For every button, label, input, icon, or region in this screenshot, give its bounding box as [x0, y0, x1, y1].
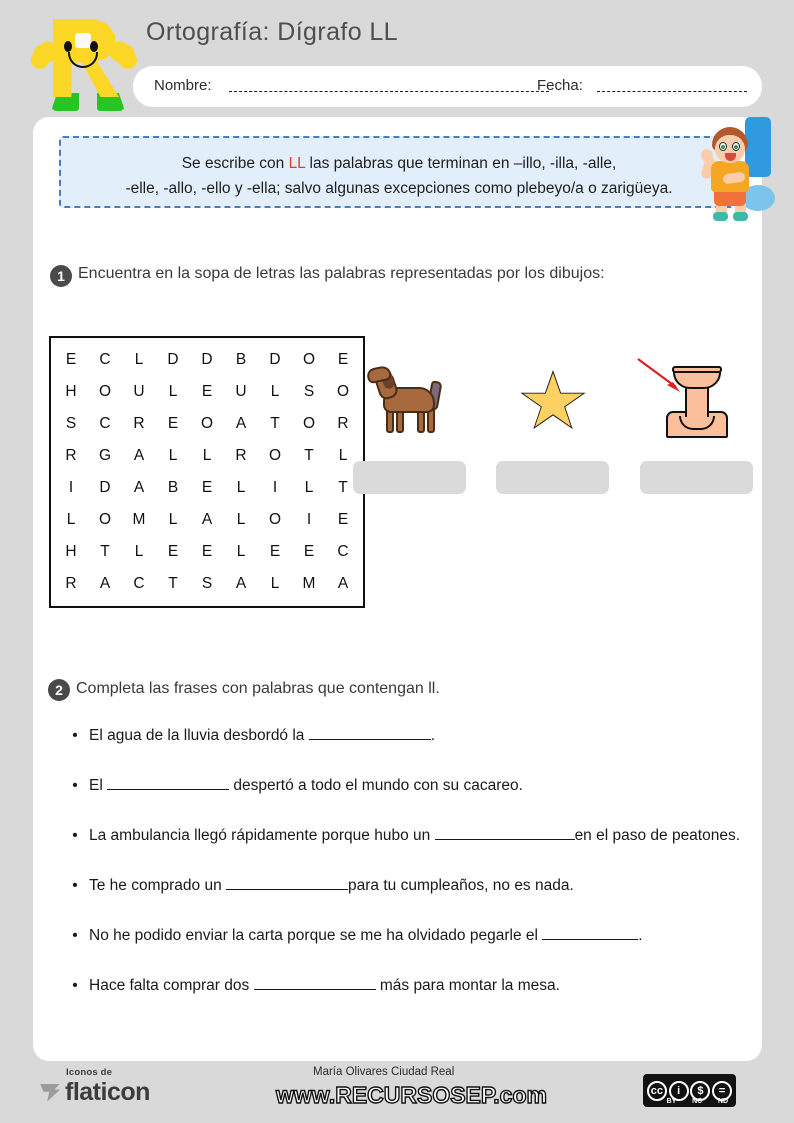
rule-line1-after: las palabras que terminan en –illo, -illa, -alle,	[305, 155, 617, 172]
star-icon	[496, 359, 609, 444]
exercise-1-number-badge: 1	[50, 265, 72, 287]
answer-box[interactable]	[496, 461, 609, 494]
boy-right-pupil	[734, 145, 738, 149]
word-search-cell[interactable]: T	[338, 479, 348, 496]
sentence-text	[89, 822, 751, 850]
word-search-cell[interactable]: O	[336, 383, 350, 400]
word-search-cell[interactable]: S	[201, 575, 213, 592]
sentence-item	[61, 872, 751, 900]
word-search-cell[interactable]: H	[65, 383, 77, 400]
flaticon-credit	[40, 1067, 150, 1107]
word-search-cell[interactable]: I	[68, 479, 74, 496]
page-title: Ortografía: Dígrafo LL	[146, 18, 398, 46]
word-search-row	[54, 344, 360, 376]
word-search-cell[interactable]: O	[268, 511, 282, 528]
student-info-bar	[133, 66, 762, 107]
answer-blank[interactable]	[254, 974, 376, 990]
cc-label-row	[643, 1098, 736, 1105]
word-search-cell[interactable]: R	[65, 447, 77, 464]
sentence-fragment: No he podido enviar la carta porque se me ha olvidado pegarle el	[89, 927, 543, 944]
word-search-cell[interactable]: A	[133, 447, 145, 464]
word-search-cell[interactable]: C	[337, 543, 349, 560]
name-label: Nombre:	[154, 77, 212, 94]
horse-icon	[353, 359, 466, 444]
bullet-icon: •	[72, 777, 78, 794]
word-search-cell[interactable]: L	[202, 447, 212, 464]
spelling-rule-box	[59, 136, 735, 208]
sentence-fragment: Te he comprado un	[89, 877, 227, 894]
word-search-cell[interactable]: E	[65, 351, 77, 368]
word-search-cell[interactable]: C	[99, 351, 111, 368]
sentence-fragment: .	[638, 927, 643, 944]
spelling-rule-text	[61, 151, 737, 201]
boy-left-pupil	[721, 145, 725, 149]
recursosep-r-mascot-icon	[31, 13, 139, 118]
word-search-cell[interactable]: S	[303, 383, 315, 400]
word-search-cell[interactable]: S	[65, 415, 77, 432]
word-search-cell[interactable]: E	[167, 543, 179, 560]
date-input-line[interactable]	[597, 91, 747, 92]
rule-ll-highlight: LL	[288, 155, 306, 172]
word-search-cell[interactable]: A	[201, 511, 213, 528]
word-search-cell[interactable]: M	[132, 511, 146, 528]
word-search-cell[interactable]: E	[201, 543, 213, 560]
word-search-cell[interactable]: L	[168, 447, 178, 464]
sentence-fragment: en el paso de peatones.	[574, 827, 741, 844]
word-search-cell[interactable]: R	[133, 415, 145, 432]
word-search-cell[interactable]: O	[200, 415, 214, 432]
bullet-icon: •	[72, 877, 78, 894]
word-search-cell[interactable]: B	[167, 479, 179, 496]
word-search-cell[interactable]: L	[168, 383, 178, 400]
rule-line2: -elle, -allo, -ello y -ella; salvo algunas excepciones como plebeyo/a o zarigüeya.	[125, 180, 673, 197]
word-search-cell[interactable]: A	[235, 575, 247, 592]
word-search-cell[interactable]: E	[167, 415, 179, 432]
word-search-cell[interactable]: O	[302, 351, 316, 368]
word-search-cell[interactable]: I	[272, 479, 278, 496]
cc-nd-icon: =	[712, 1081, 732, 1101]
cc-label-nc: NC	[692, 1098, 703, 1105]
answer-box[interactable]	[640, 461, 753, 494]
word-search-cell[interactable]: L	[168, 511, 178, 528]
word-search-cell[interactable]: L	[270, 575, 280, 592]
word-search-cell[interactable]: R	[235, 447, 247, 464]
word-search-cell[interactable]: O	[98, 511, 112, 528]
mascot-right-eye	[90, 41, 98, 52]
sentence-fragment: El	[89, 777, 108, 794]
flaticon-logo-icon	[40, 1084, 60, 1102]
flaticon-name: flaticon	[65, 1078, 150, 1106]
word-search-cell[interactable]: M	[302, 575, 316, 592]
word-search-cell[interactable]: E	[201, 383, 213, 400]
word-search-cell[interactable]: D	[167, 351, 179, 368]
answer-blank[interactable]	[309, 724, 431, 740]
worksheet-sheet	[33, 117, 762, 1061]
word-search-cell[interactable]: L	[236, 511, 246, 528]
sentence-text	[89, 972, 751, 1000]
word-search-cell[interactable]: T	[100, 543, 110, 560]
website-url: www.RECURSOSEP.com	[276, 1082, 547, 1108]
cc-label-by: BY	[666, 1098, 677, 1105]
sentence-list	[61, 722, 751, 1022]
word-search-cell[interactable]: U	[133, 383, 145, 400]
word-search-cell[interactable]: D	[269, 351, 281, 368]
word-search-cell[interactable]: L	[236, 543, 246, 560]
answer-blank[interactable]	[542, 924, 638, 940]
exercise-2-instruction: Completa las frases con palabras que contengan ll.	[76, 680, 440, 697]
date-label: Fecha:	[537, 77, 583, 94]
word-search-cell[interactable]: T	[168, 575, 178, 592]
page-footer	[0, 1062, 794, 1123]
mascot-letter-r-counter	[75, 33, 91, 48]
exercise-1-instruction: Encuentra en la sopa de letras las palabras representadas por los dibujos:	[78, 265, 605, 282]
word-search-cell[interactable]: G	[98, 447, 112, 464]
word-search-cell[interactable]: L	[66, 511, 76, 528]
word-search-row	[54, 472, 360, 504]
answer-blank[interactable]	[226, 874, 348, 890]
word-search-cell[interactable]: A	[337, 575, 349, 592]
word-search-cell[interactable]: C	[133, 575, 145, 592]
bullet-icon: •	[72, 827, 78, 844]
cc-label-nd: ND	[717, 1098, 729, 1105]
word-search-cell[interactable]: H	[65, 543, 77, 560]
page-header	[0, 0, 794, 118]
word-search-cell[interactable]: E	[303, 543, 315, 560]
word-search-cell[interactable]: E	[201, 479, 213, 496]
word-search-cell[interactable]: A	[99, 575, 111, 592]
mascot-left-eye	[64, 41, 72, 52]
sentence-fragment: despertó a todo el mundo con su cacareo.	[229, 777, 523, 794]
mascot-left-fist	[31, 51, 49, 69]
word-search-row	[54, 504, 360, 536]
word-search-cell[interactable]: L	[270, 383, 280, 400]
mascot-right-fist	[119, 51, 137, 69]
word-search-cell[interactable]: B	[235, 351, 247, 368]
sentence-text	[89, 772, 751, 800]
word-search-table	[54, 344, 360, 600]
word-search-grid[interactable]	[49, 336, 365, 608]
boy-right-shoe	[733, 212, 748, 221]
word-search-row	[54, 376, 360, 408]
boy-with-exclamation-icon	[693, 113, 793, 226]
picture-item-horse	[353, 359, 466, 494]
sentence-item	[61, 772, 751, 800]
word-search-row	[54, 440, 360, 472]
sentence-item	[61, 722, 751, 750]
word-search-row	[54, 536, 360, 568]
word-search-row	[54, 408, 360, 440]
answer-blank[interactable]	[107, 774, 229, 790]
sentence-item	[61, 922, 751, 950]
sentence-fragment: El agua de la lluvia desbordó la	[89, 727, 309, 744]
word-search-cell[interactable]: D	[201, 351, 213, 368]
word-search-cell[interactable]: O	[268, 447, 282, 464]
word-search-cell[interactable]: E	[269, 543, 281, 560]
sentence-fragment: para tu cumpleaños, no es nada.	[348, 877, 574, 894]
word-search-cell[interactable]: R	[337, 415, 349, 432]
word-search-cell[interactable]: O	[302, 415, 316, 432]
sentence-text	[89, 872, 751, 900]
word-search-cell[interactable]: L	[304, 479, 314, 496]
bullet-icon: •	[72, 977, 78, 994]
sentence-fragment: La ambulancia llegó rápidamente porque hubo un	[89, 827, 435, 844]
neck-icon	[640, 359, 753, 444]
bullet-icon: •	[72, 927, 78, 944]
rule-line1-before: Se escribe con	[181, 155, 289, 172]
word-search-cell[interactable]: D	[99, 479, 111, 496]
word-search-cell[interactable]: I	[306, 511, 312, 528]
sentence-fragment: .	[430, 727, 436, 744]
sentence-fragment: más para montar la mesa.	[375, 977, 560, 994]
name-input-line[interactable]	[229, 91, 549, 92]
exercise-2-number-badge: 2	[48, 679, 70, 701]
word-search-cell[interactable]: C	[99, 415, 111, 432]
answer-blank[interactable]	[435, 824, 575, 840]
word-search-cell[interactable]: L	[338, 447, 348, 464]
word-search-cell[interactable]: O	[98, 383, 112, 400]
boy-left-shoe	[713, 212, 728, 221]
bullet-icon: •	[72, 727, 78, 744]
word-search-cell[interactable]: E	[337, 351, 349, 368]
flaticon-sub-label: Iconos de	[66, 1067, 113, 1078]
word-search-cell[interactable]: A	[235, 415, 247, 432]
word-search-cell[interactable]: T	[270, 415, 280, 432]
boy-hand	[701, 149, 713, 162]
word-search-cell[interactable]: T	[304, 447, 314, 464]
sentence-text	[89, 722, 751, 750]
answer-box[interactable]	[353, 461, 466, 494]
word-search-cell[interactable]: L	[134, 351, 144, 368]
picture-item-star	[496, 359, 609, 494]
cc-nc-icon: $	[690, 1081, 710, 1101]
word-search-row	[54, 568, 360, 600]
word-search-cell[interactable]: E	[337, 511, 349, 528]
word-search-cell[interactable]: L	[134, 543, 144, 560]
sentence-item	[61, 822, 751, 850]
cc-icon: cc	[647, 1081, 667, 1101]
cc-by-icon: i	[669, 1081, 689, 1101]
author-credit: María Olivares Ciudad Real	[313, 1066, 455, 1078]
word-search-cell[interactable]: U	[235, 383, 247, 400]
word-search-cell[interactable]: L	[236, 479, 246, 496]
word-search-cell[interactable]: A	[133, 479, 145, 496]
star-fill	[522, 373, 584, 432]
sentence-fragment: Hace falta comprar dos	[89, 977, 254, 994]
sentence-text	[89, 922, 751, 950]
sentence-item	[61, 972, 751, 1000]
word-search-cell[interactable]: R	[65, 575, 77, 592]
picture-item-neck	[640, 359, 753, 494]
